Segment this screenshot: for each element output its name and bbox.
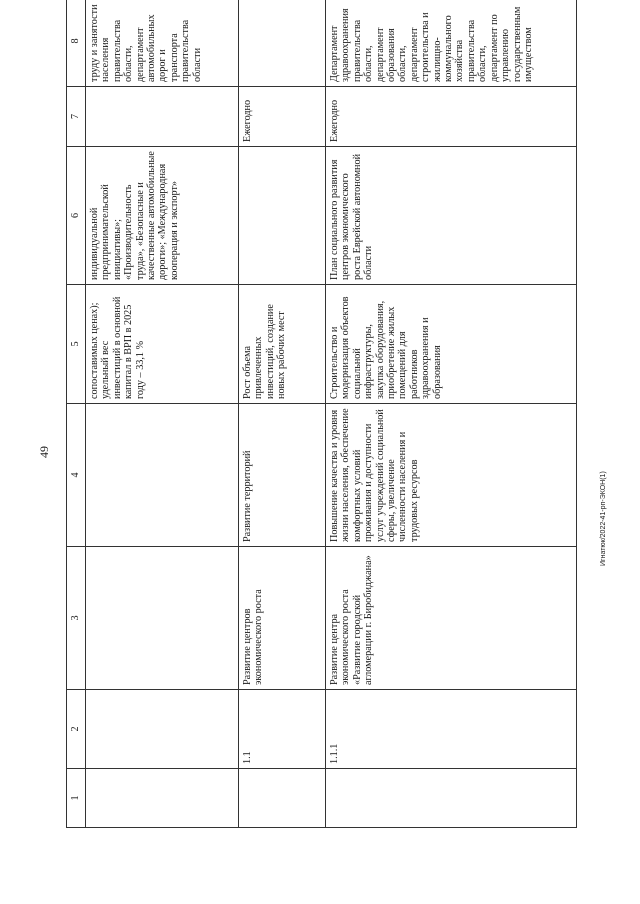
column-header: 5 bbox=[67, 285, 86, 404]
column-header: 1 bbox=[67, 769, 86, 828]
table-cell: Ежегодно bbox=[239, 87, 326, 147]
table-cell bbox=[239, 0, 326, 87]
table-cell: Развитие центра экономического роста «Развитие городской агломерации г. Биробиджана» bbox=[326, 547, 577, 690]
page-number: 49 bbox=[37, 446, 51, 458]
table-cell: Ежегодно bbox=[326, 87, 577, 147]
rotated-table-container bbox=[66, 4, 574, 828]
table-cell bbox=[86, 404, 239, 547]
table-cell: План социального развития центров экономического роста Еврейской автономной области bbox=[326, 147, 577, 285]
header-row bbox=[67, 0, 86, 828]
column-header: 4 bbox=[67, 404, 86, 547]
table-cell bbox=[86, 769, 239, 828]
column-header: 8 bbox=[67, 0, 86, 87]
table-cell bbox=[86, 87, 239, 147]
table-cell bbox=[86, 690, 239, 769]
column-header: 3 bbox=[67, 547, 86, 690]
table-row bbox=[326, 0, 577, 828]
table-cell bbox=[239, 769, 326, 828]
table-cell bbox=[239, 147, 326, 285]
column-header: 2 bbox=[67, 690, 86, 769]
table-cell bbox=[326, 769, 577, 828]
column-header: 6 bbox=[67, 147, 86, 285]
table-cell: индивидуальной предпринимательской инициативы»; «Производительность труда», «Безопасные и качественные автомобильные дороги»; «Международная кооперация и экспорт» bbox=[86, 147, 239, 285]
measures-table bbox=[66, 0, 577, 828]
column-header: 7 bbox=[67, 87, 86, 147]
table-cell bbox=[86, 547, 239, 690]
table-cell: сопоставимых ценах); удельный вес инвестиций в основной капитал в ВРП в 2025 году – 33,1 % bbox=[86, 285, 239, 404]
table-cell: труду и занятости населения правительства области, департамент автомобильных дорог и транспорта правительства области bbox=[86, 0, 239, 87]
table-cell: Развитие центров экономического роста bbox=[239, 547, 326, 690]
table-row bbox=[239, 0, 326, 828]
table-cell: Департамент здравоохранения правительства области, департамент образования области, департамент строительства и жилищно-коммунального хозяйства правительства области, департамент по управлению государственным имуществом bbox=[326, 0, 577, 87]
table-row bbox=[86, 0, 239, 828]
table-cell: Строительство и модернизация объектов социальной инфраструктуры, закупка оборудования, приобретение жилых помещений для работников здравоохранения и образования bbox=[326, 285, 577, 404]
table-cell: 1.1 bbox=[239, 690, 326, 769]
table-cell: Повышение качества и уровня жизни населения, обеспечение комфортных условий проживания и доступности услуг учреждений социальной сферы, увеличение численности населения и трудовых ресурсов bbox=[326, 404, 577, 547]
document-code: Игнатюк/2022-41-рп-ЭКОН(1) bbox=[600, 471, 607, 566]
table-cell: Рост объема привлеченных инвестиций, создание новых рабочих мест bbox=[239, 285, 326, 404]
table-cell: 1.1.1 bbox=[326, 690, 577, 769]
table-cell: Развитие территорий bbox=[239, 404, 326, 547]
